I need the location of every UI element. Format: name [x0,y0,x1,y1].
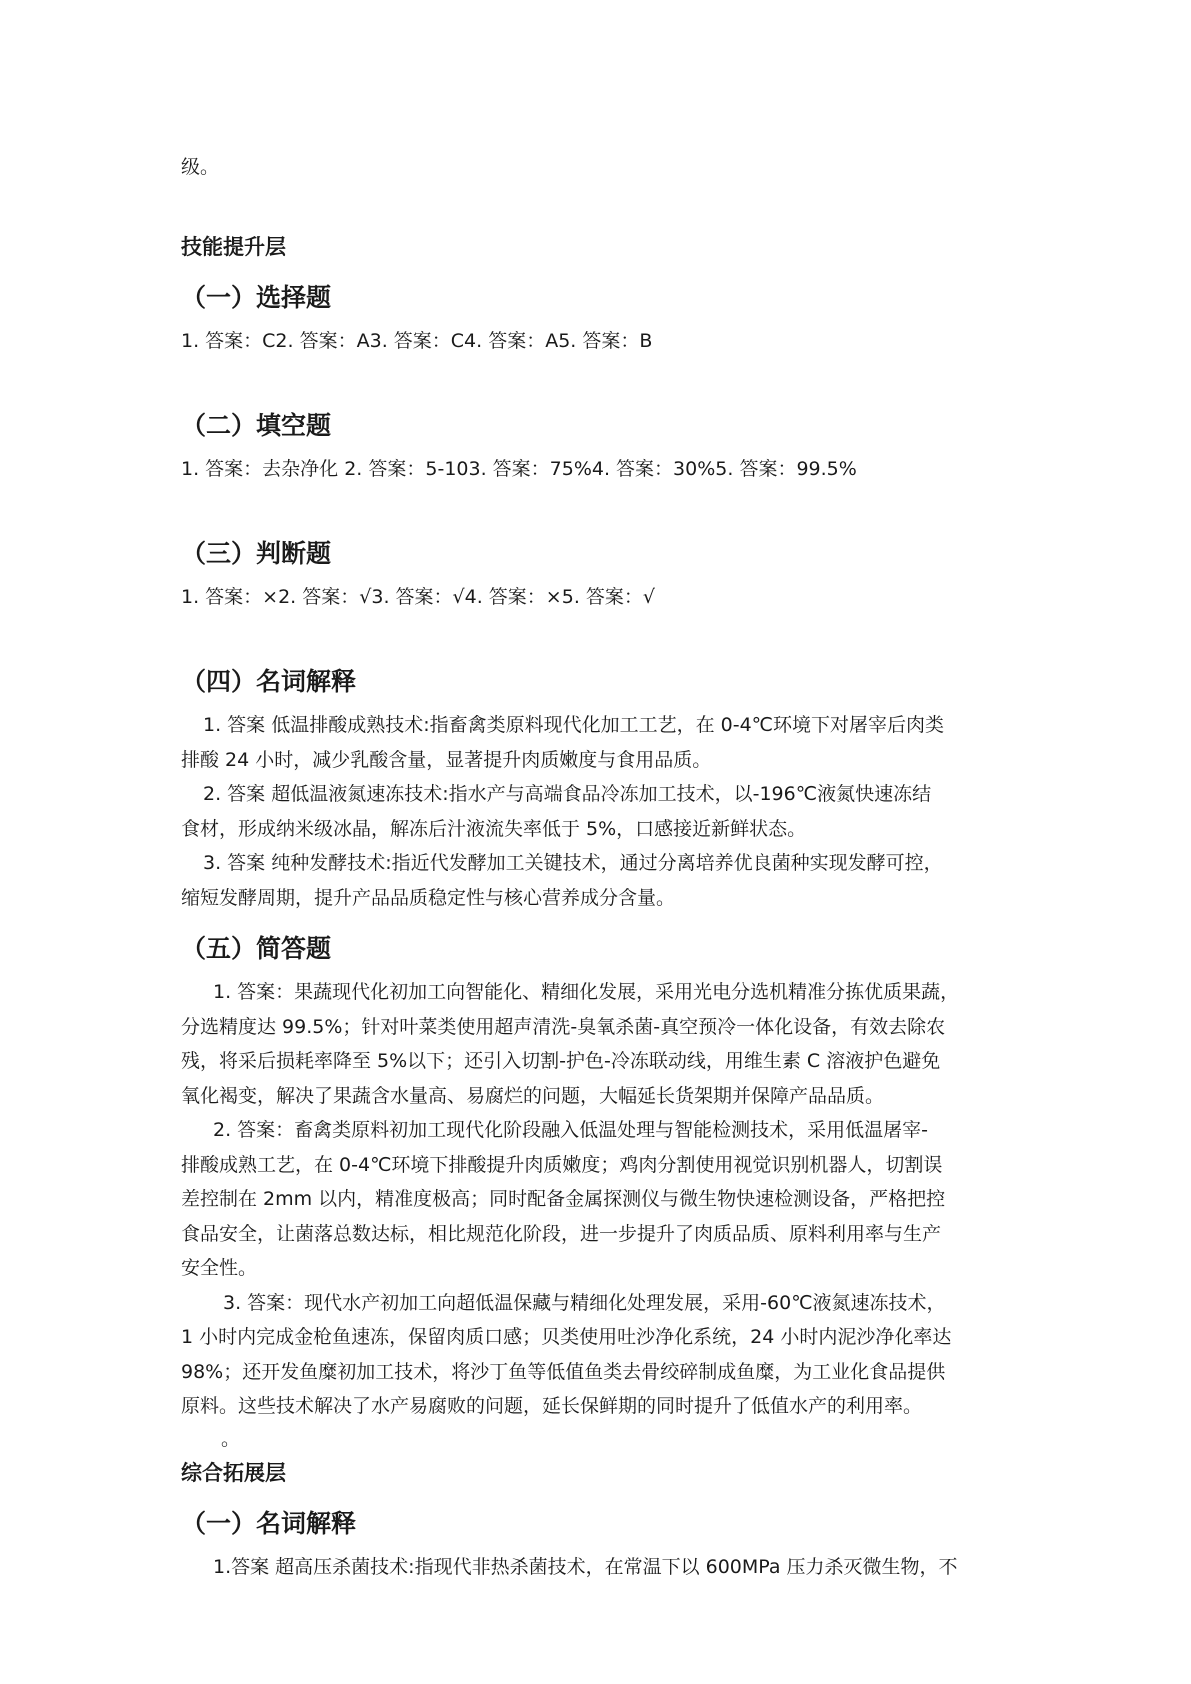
term-item-line: 食材，形成纳米级冰晶，解冻后汁液流失率低于 5%，口感接近新鲜状态。 [181,817,807,840]
short-answer-line: 差控制在 2mm 以内，精准度极高；同时配备金属探测仪与微生物快速检测设备，严格把控 [181,1188,946,1210]
fill-heading: （二）填空题 [181,411,332,440]
short-answer-item [181,1286,1011,1424]
terms-heading: （四）名词解释 [181,667,357,696]
judge-heading: （三）判断题 [181,539,332,568]
short-answer-line: 食品安全，让菌落总数达标，相比规范化阶段，进一步提升了肉质品质、原料利用率与生产 [181,1222,942,1245]
term-item [181,708,1011,777]
short-answer-line: 原料。这些技术解决了水产易腐败的问题，延长保鲜期的同时提升了低值水产的利用率。 [181,1395,923,1417]
short-answer-line: 安全性。 [181,1257,258,1279]
short-answer-line: 残，将采后损耗率降至 5%以下；还引入切割-护色-冷冻联动线，用维生素 C 溶液护色避免 [181,1050,941,1072]
short-answer-heading: （五）简答题 [181,934,332,963]
skill-layer-title: 技能提升层 [181,235,286,259]
choice-heading: （一）选择题 [181,283,332,312]
short-answer-line: 1 小时内完成金枪鱼速冻，保留肉质口感；贝类使用吐沙净化系统，24 小时内泥沙净化率达 [181,1326,952,1348]
fill-answers: 1. 答案：去杂净化 2. 答案：5-103. 答案：75%4. 答案：30%5. 答案：99.5% [181,458,857,480]
short-answer-item [181,975,1011,1113]
short-answer-line: 分选精度达 99.5%；针对叶菜类使用超声清洗-臭氧杀菌-真空预冷一体化设备，有效去除农 [181,1015,946,1038]
trailing-mark: 。 [221,1427,241,1450]
short-answer-line: 2. 答案：畜禽类原料初加工现代化阶段融入低温处理与智能检测技术，采用低温屠宰- [213,1119,929,1141]
term-item-line: 2. 答案 超低温液氮速冻技术:指水产与高端食品冷冻加工技术，以-196℃液氮快速冻结 [203,783,932,805]
term-item-line: 3. 答案 纯种发酵技术:指近代发酵加工关键技术，通过分离培养优良菌种实现发酵可控， [203,852,943,874]
short-answer-line: 98%；还开发鱼糜初加工技术，将沙丁鱼等低值鱼类去骨绞碎制成鱼糜，为工业化食品提供 [181,1360,946,1383]
short-answer-line: 氧化褐变，解决了果蔬含水量高、易腐烂的问题，大幅延长货架期并保障产品品质。 [181,1084,885,1107]
choice-answers: 1. 答案：C2. 答案：A3. 答案：C4. 答案：A5. 答案：B [181,330,653,352]
extend-layer-title: 综合拓展层 [181,1460,286,1485]
term-item [181,777,1011,846]
short-answer-line: 排酸成熟工艺，在 0-4℃环境下排酸提升肉质嫩度；鸡肉分割使用视觉识别机器人，切割误 [181,1153,943,1176]
term-item [181,1550,1011,1585]
term-item-line: 排酸 24 小时，减少乳酸含量，显著提升肉质嫩度与食用品质。 [181,748,712,771]
term-item-line: 缩短发酵周期，提升产品品质稳定性与核心营养成分含量。 [181,886,676,909]
term-item-line: 1. 答案 低温排酸成熟技术:指畜禽类原料现代化加工工艺，在 0-4℃环境下对屠宰后肉类 [203,714,945,736]
intro-tail-text: 级。 [181,156,220,178]
term-item-line: 1.答案 超高压杀菌技术:指现代非热杀菌技术，在常温下以 600MPa 压力杀灭微生物，不 [213,1555,958,1578]
judge-answers: 1. 答案：×2. 答案：√3. 答案：√4. 答案：×5. 答案：√ [181,586,655,608]
short-answer-line: 3. 答案：现代水产初加工向超低温保藏与精细化处理发展，采用-60℃液氮速冻技术， [223,1291,946,1314]
term-item [181,846,1011,915]
short-answer-item [181,1113,1011,1286]
document-content [181,150,1011,1584]
short-answer-line: 1. 答案：果蔬现代化初加工向智能化、精细化发展，采用光电分选机精准分拣优质果蔬， [213,981,960,1003]
extend-terms-heading: （一）名词解释 [181,1508,357,1538]
